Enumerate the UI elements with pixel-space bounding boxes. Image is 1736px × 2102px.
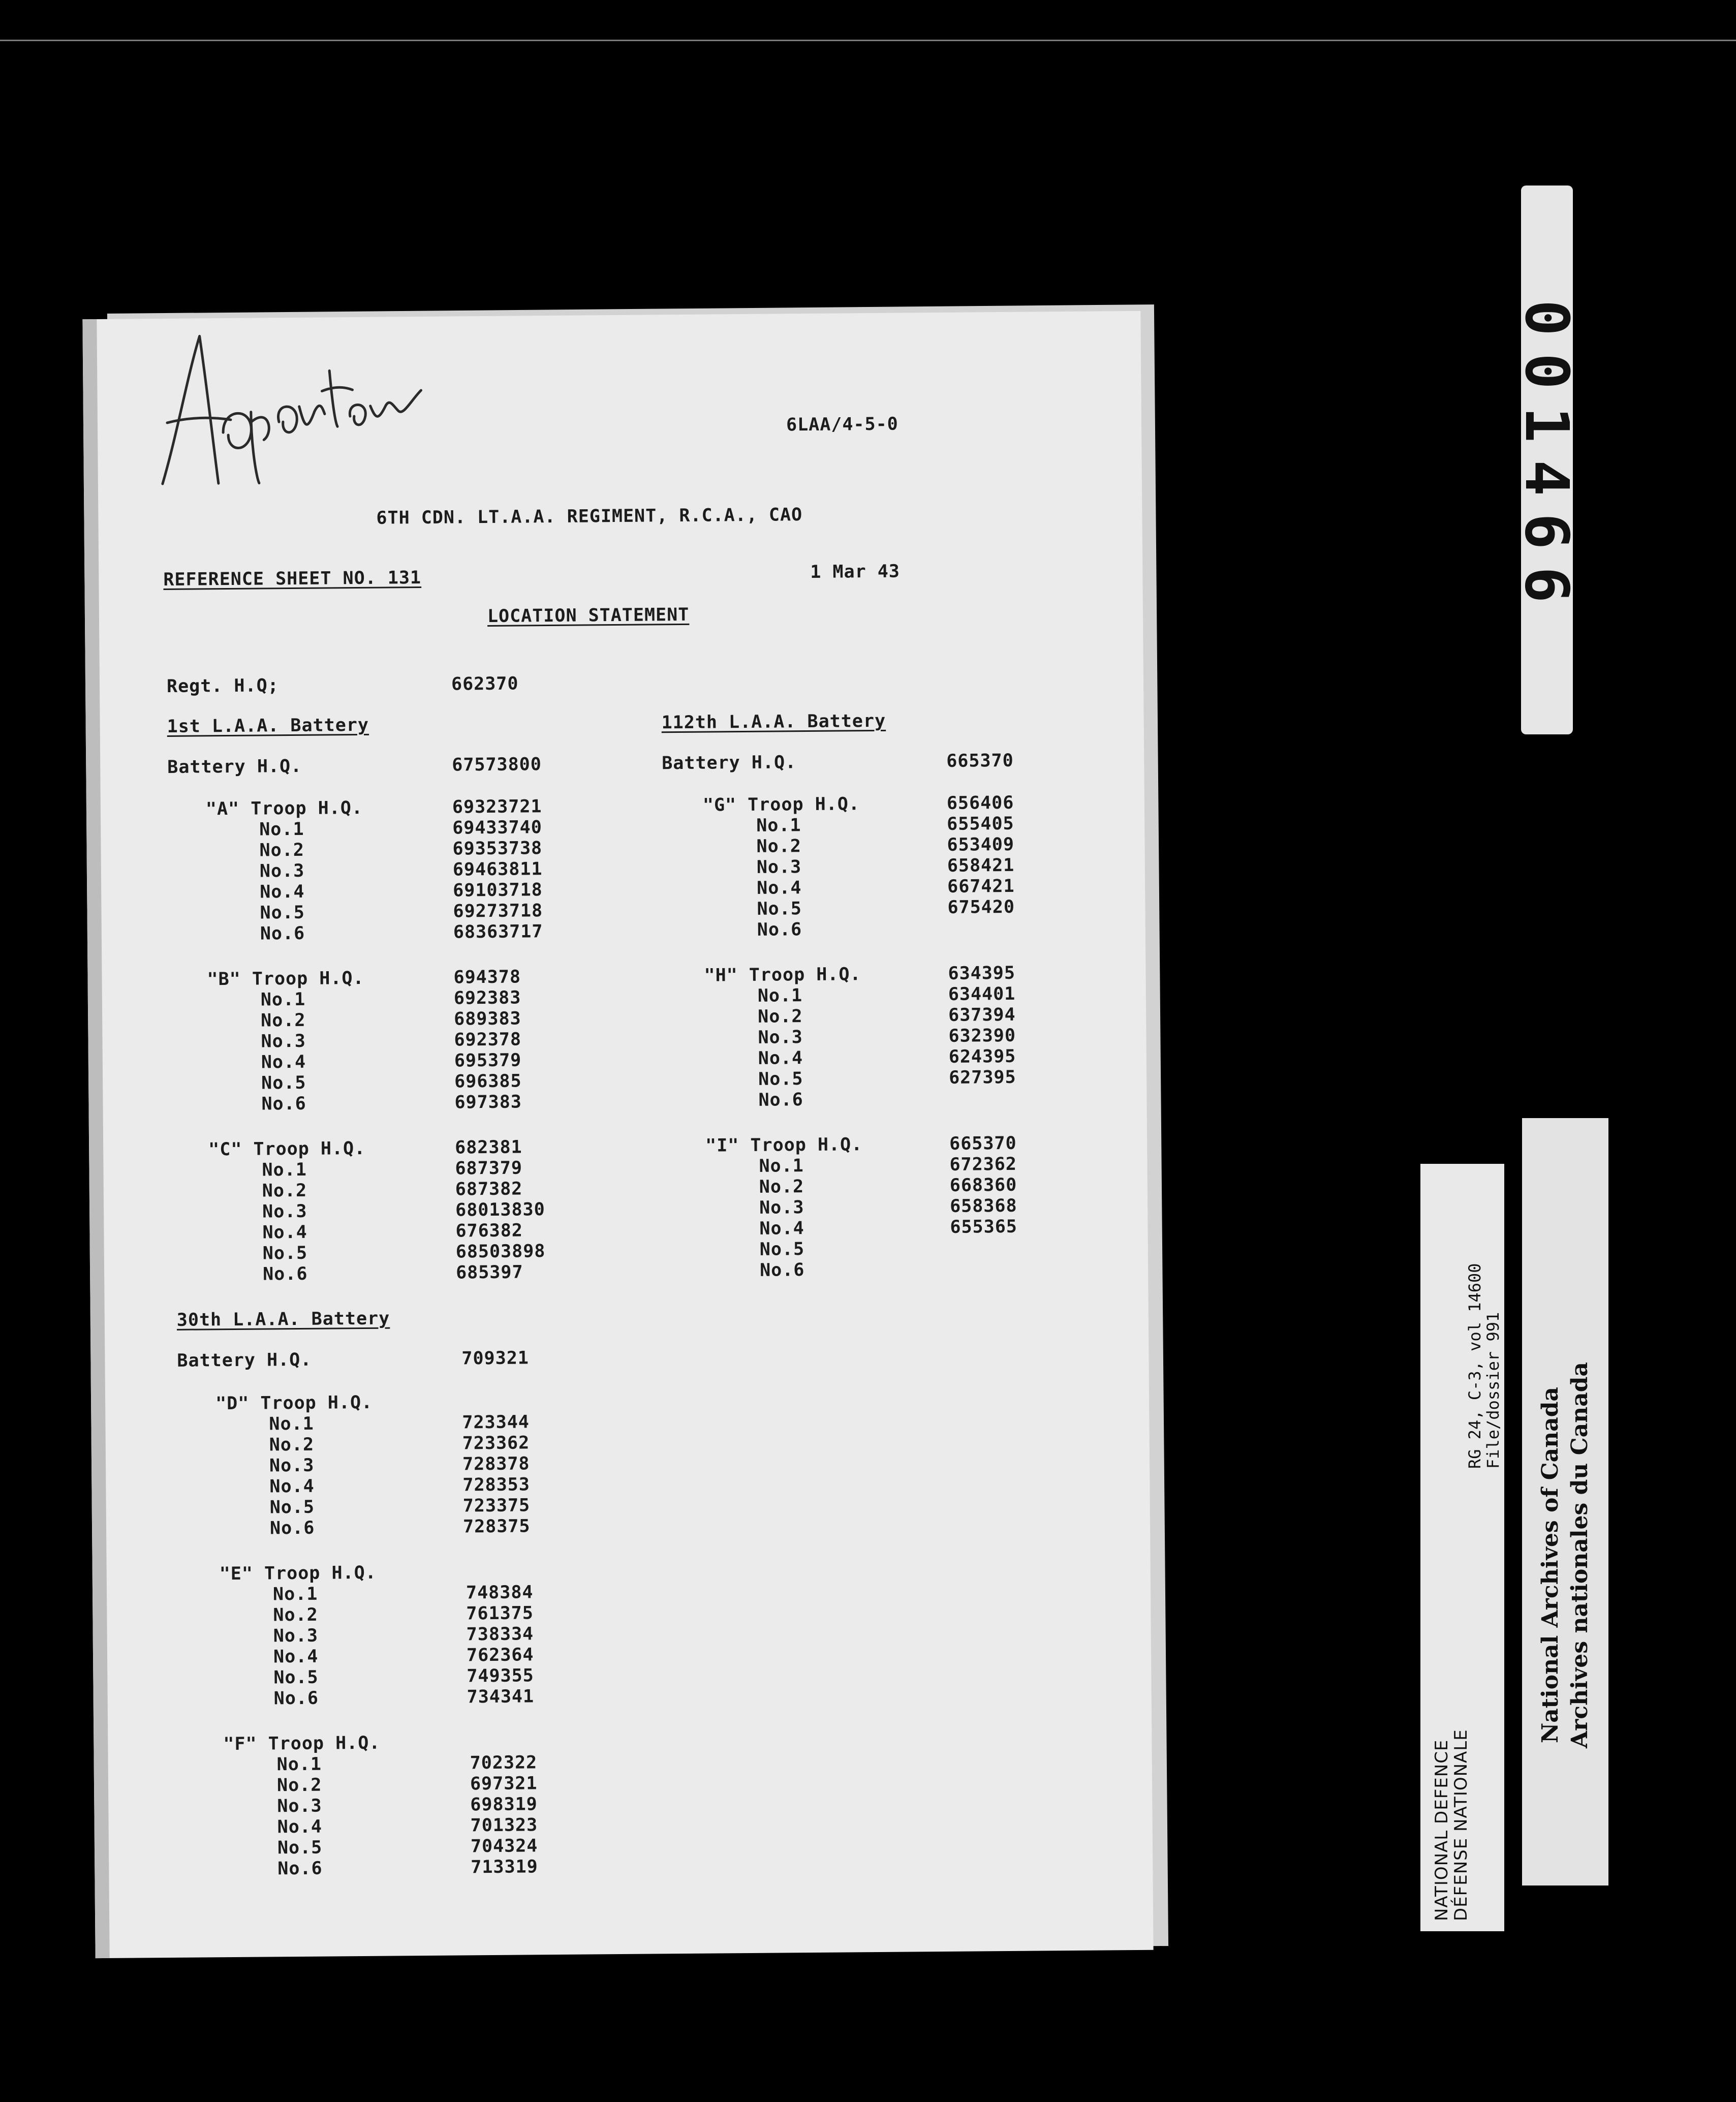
dept-english: NATIONAL DEFENCE: [1432, 1739, 1452, 1921]
troop-g-no5-label: No.5: [757, 899, 802, 919]
troop-b-hq-value: 694378: [453, 967, 521, 988]
battery-112th-title: 112th L.A.A. Battery: [661, 710, 886, 733]
troop-a-no2-value: 69353738: [452, 838, 543, 859]
troop-d-no2-value: 723362: [462, 1433, 530, 1454]
troop-f-no3-label: No.3: [277, 1796, 322, 1817]
unit-title: 6TH CDN. LT.A.A. REGIMENT, R.C.A., CAO: [376, 505, 803, 529]
troop-h-no3-value: 632390: [948, 1025, 1016, 1046]
troop-h-no6-label: No.6: [758, 1090, 803, 1110]
troop-b-no3-value: 692378: [454, 1029, 522, 1050]
troop-h-no2-value: 637394: [948, 1004, 1016, 1026]
troop-b-no1-value: 692383: [453, 987, 521, 1009]
troop-a-no1-label: No.1: [259, 819, 304, 840]
troop-g-no4-label: No.4: [757, 878, 802, 899]
troop-e-no1-label: No.1: [272, 1584, 318, 1605]
location-statement-heading: LOCATION STATEMENT: [487, 604, 690, 627]
file-dossier-ref: File/dossier 991: [1483, 1312, 1503, 1469]
troop-h-no1-label: No.1: [757, 985, 803, 1006]
troop-d-no6-value: 728375: [462, 1516, 531, 1537]
troop-g-no3-value: 658421: [947, 855, 1015, 876]
troop-c-hq-value: 682381: [455, 1137, 522, 1158]
troop-c-no4-value: 676382: [455, 1220, 523, 1242]
battery-30th-hq-label: Battery H.Q.: [177, 1349, 312, 1371]
troop-b-no2-value: 689383: [454, 1008, 521, 1030]
troop-a-no3-label: No.3: [259, 860, 305, 882]
troop-c-no6-label: No.6: [262, 1263, 308, 1285]
troop-b-no1-label: No.1: [260, 989, 306, 1010]
dept-french: DÉFENSE NATIONALE: [1451, 1729, 1471, 1921]
troop-g-no1-value: 655405: [947, 813, 1014, 834]
battery-30th-hq-value: 709321: [461, 1348, 530, 1369]
troop-d-no3-value: 728378: [462, 1454, 530, 1475]
troop-h-no4-label: No.4: [758, 1048, 803, 1069]
troop-i-no3-value: 658368: [949, 1195, 1017, 1217]
troop-e-no5-value: 749355: [467, 1665, 534, 1687]
document-date: 1 Mar 43: [810, 561, 901, 582]
troop-h-no5-value: 627395: [948, 1067, 1016, 1088]
battery-1st-hq-value: 67573800: [452, 754, 542, 776]
troop-d-no3-label: No.3: [269, 1455, 315, 1476]
archives-english: National Archives of Canada: [1537, 1386, 1563, 1743]
troop-e-no2-value: 761375: [466, 1603, 534, 1624]
troop-h-hq-value: 634395: [948, 963, 1016, 984]
handwritten-signature: [146, 329, 432, 489]
troop-g-no1-label: No.1: [756, 815, 801, 836]
troop-a-no5-value: 69273718: [453, 901, 543, 922]
troop-e-no4-value: 762364: [466, 1645, 534, 1666]
frame-number: 001466: [1512, 299, 1582, 621]
troop-b-no2-label: No.2: [261, 1010, 306, 1031]
troop-g-no2-label: No.2: [756, 836, 802, 857]
troop-c-no3-label: No.3: [262, 1201, 307, 1222]
troop-e-no1-value: 748384: [466, 1582, 534, 1603]
troop-a-no1-value: 69433740: [452, 817, 542, 839]
troop-c-no5-label: No.5: [262, 1243, 308, 1264]
troop-c-no2-label: No.2: [262, 1180, 307, 1201]
troop-h-no3-label: No.3: [758, 1027, 803, 1048]
troop-f-no3-value: 698319: [470, 1794, 538, 1815]
troop-d-no4-value: 728353: [462, 1474, 530, 1496]
troop-f-no1-label: No.1: [276, 1754, 322, 1775]
troop-c-no3-value: 68013830: [455, 1199, 545, 1221]
troop-e-no6-label: No.6: [273, 1688, 319, 1709]
reference-sheet-number: REFERENCE SHEET NO. 131: [163, 568, 422, 590]
troop-g-no3-label: No.3: [756, 857, 802, 878]
troop-e-label: "E" Troop H.Q.: [219, 1562, 377, 1585]
troop-i-no1-value: 672362: [949, 1154, 1017, 1175]
battery-1st-hq-label: Battery H.Q.: [167, 756, 302, 778]
national-archives-label: [1522, 1118, 1608, 1885]
troop-i-no1-label: No.1: [759, 1156, 804, 1177]
troop-b-label: "B" Troop H.Q.: [207, 968, 364, 990]
troop-e-no4-label: No.4: [273, 1646, 319, 1667]
troop-i-no2-value: 668360: [949, 1174, 1017, 1196]
troop-f-no6-label: No.6: [277, 1858, 323, 1879]
troop-h-label: "H" Troop H.Q.: [704, 964, 861, 986]
battery-30th-title: 30th L.A.A. Battery: [176, 1308, 390, 1331]
troop-a-hq-value: 69323721: [452, 796, 542, 818]
troop-a-no5-label: No.5: [260, 902, 305, 923]
frame-number-text-wrap: [1512, 186, 1582, 734]
troop-c-label: "C" Troop H.Q.: [208, 1138, 366, 1160]
battery-1st-title: 1st L.A.A. Battery: [167, 715, 369, 737]
troop-b-no6-label: No.6: [261, 1093, 306, 1115]
troop-a-no6-label: No.6: [260, 923, 305, 944]
archive-reference-label: [1420, 1164, 1504, 1931]
troop-d-label: "D" Troop H.Q.: [215, 1392, 373, 1414]
troop-i-no6-label: No.6: [759, 1260, 805, 1281]
troop-c-no4-label: No.4: [262, 1222, 307, 1243]
film-frame-line: [0, 40, 1736, 41]
troop-i-label: "I" Troop H.Q.: [705, 1134, 863, 1156]
troop-f-no2-value: 697321: [470, 1773, 538, 1795]
troop-d-no1-label: No.1: [269, 1413, 314, 1435]
troop-g-no2-value: 653409: [947, 834, 1015, 855]
troop-h-no5-label: No.5: [758, 1069, 803, 1090]
troop-a-no4-value: 69103718: [453, 880, 543, 901]
troop-g-hq-value: 656406: [946, 792, 1014, 814]
file-reference: 6LAA/4-5-0: [786, 414, 898, 436]
troop-h-no2-label: No.2: [758, 1006, 803, 1027]
troop-a-no4-label: No.4: [260, 881, 305, 903]
troop-f-no2-label: No.2: [276, 1775, 322, 1796]
record-group-ref: RG 24, C-3, vol 14600: [1465, 1263, 1484, 1469]
troop-i-no3-label: No.3: [759, 1197, 804, 1218]
troop-i-hq-value: 665370: [949, 1133, 1017, 1154]
troop-g-no5-value: 675420: [947, 897, 1015, 918]
troop-i-no4-label: No.4: [759, 1218, 804, 1239]
battery-112th-hq-label: Battery H.Q.: [662, 752, 797, 774]
troop-g-label: "G" Troop H.Q.: [702, 794, 860, 816]
troop-h-no4-value: 624395: [948, 1046, 1016, 1067]
troop-e-no3-label: No.3: [273, 1625, 319, 1647]
troop-d-no1-value: 723344: [462, 1412, 530, 1433]
battery-112th-hq-value: 665370: [946, 750, 1014, 771]
troop-f-no5-label: No.5: [277, 1837, 323, 1859]
document-page: [82, 311, 1153, 1958]
troop-i-no2-label: No.2: [759, 1177, 804, 1197]
page-edge-shadow: [82, 319, 109, 1958]
troop-f-no4-label: No.4: [277, 1816, 323, 1838]
troop-b-no4-label: No.4: [261, 1052, 306, 1073]
troop-c-no5-value: 68503898: [455, 1241, 546, 1262]
troop-a-no2-label: No.2: [259, 840, 305, 861]
troop-d-no5-label: No.5: [269, 1497, 315, 1518]
archives-french: Archives nationales du Canada: [1567, 1362, 1593, 1748]
troop-h-no1-value: 634401: [948, 983, 1016, 1005]
troop-e-no2-label: No.2: [273, 1604, 318, 1626]
troop-d-no2-label: No.2: [269, 1434, 315, 1456]
troop-a-label: "A" Troop H.Q.: [205, 797, 363, 820]
troop-c-no1-label: No.1: [262, 1159, 307, 1181]
troop-a-no3-value: 69463811: [452, 859, 543, 880]
regt-hq-value: 662370: [451, 673, 519, 695]
troop-b-no5-value: 696385: [454, 1071, 522, 1092]
troop-d-no6-label: No.6: [269, 1518, 315, 1539]
troop-f-no4-value: 701323: [470, 1815, 538, 1836]
troop-e-no6-value: 734341: [467, 1686, 535, 1708]
troop-e-no3-value: 738334: [466, 1624, 534, 1645]
troop-i-no4-value: 655365: [950, 1216, 1018, 1238]
troop-f-no6-value: 713319: [471, 1857, 538, 1878]
troop-f-no5-value: 704324: [470, 1836, 538, 1857]
troop-g-no6-label: No.6: [757, 919, 802, 940]
troop-g-no4-value: 667421: [947, 876, 1015, 897]
troop-d-no4-label: No.4: [269, 1476, 315, 1497]
troop-c-no6-value: 685397: [455, 1262, 523, 1283]
troop-e-no5-label: No.5: [273, 1667, 319, 1688]
troop-c-no2-value: 687382: [455, 1179, 523, 1200]
troop-b-no5-label: No.5: [261, 1072, 306, 1094]
troop-b-no4-value: 695379: [454, 1050, 522, 1071]
troop-f-no1-value: 702322: [470, 1752, 538, 1774]
troop-i-no5-label: No.5: [759, 1239, 805, 1260]
troop-c-no1-value: 687379: [455, 1158, 523, 1179]
troop-a-no6-value: 68363717: [453, 921, 543, 943]
regt-hq-label: Regt. H.Q;: [166, 675, 279, 697]
troop-f-label: "F" Troop H.Q.: [223, 1733, 381, 1755]
troop-b-no6-value: 697383: [454, 1092, 522, 1113]
troop-b-no3-label: No.3: [261, 1031, 306, 1052]
troop-d-no5-value: 723375: [462, 1495, 531, 1517]
